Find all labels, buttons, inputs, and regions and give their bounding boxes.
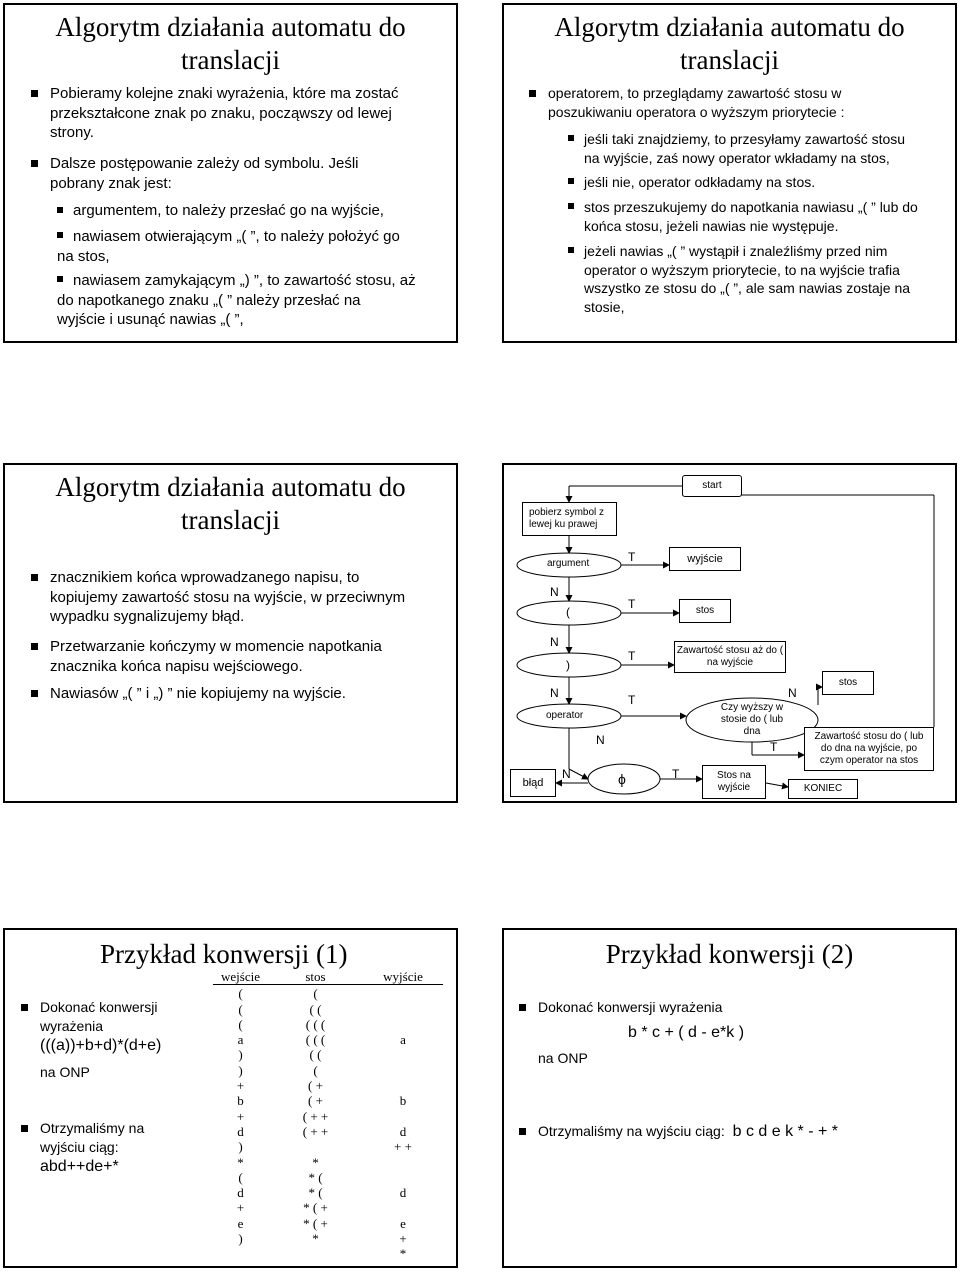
- table-cell-wejscie: +: [236, 1200, 245, 1216]
- table-cell-wejscie: (: [238, 1169, 243, 1185]
- table-cell-wejscie: (: [238, 1016, 243, 1032]
- table-cell-wejscie: b: [237, 1093, 244, 1109]
- table-cell-wejscie: *: [237, 1154, 244, 1170]
- slide-2-bullet-1: operatorem, to przeglądamy zawartość stosu w poszukiwaniu operatora o wyższym priorytecie :: [548, 84, 953, 121]
- table-cell-stos: ( + +: [302, 1108, 329, 1124]
- table-cell-wejscie: (: [238, 1001, 243, 1017]
- slide-6-bullet-1: Dokonać konwersji wyrażenia: [538, 998, 938, 1017]
- table-cell-wejscie: d: [237, 1123, 244, 1139]
- flow-phi: ϕ: [618, 771, 626, 787]
- table-cell-wejscie: e: [237, 1215, 244, 1231]
- table-cell-stos: * (: [308, 1169, 323, 1185]
- table-row: [213, 1032, 443, 1047]
- flow-start: start: [682, 475, 742, 497]
- table-cell-wejscie: d: [237, 1185, 244, 1201]
- slide-6: [502, 928, 957, 1268]
- flow-zawartosc-1: Zawartość stosu aż do ( na wyjście: [674, 641, 786, 673]
- table-row: [213, 1155, 443, 1170]
- table-cell-wyjscie: [363, 1063, 443, 1078]
- table-cell-wyjscie: *: [399, 1246, 407, 1262]
- flow-label-t6: T: [770, 740, 778, 754]
- table-cell-wyjscie: b: [399, 1093, 407, 1109]
- table-cell-wejscie: ): [238, 1139, 243, 1155]
- slide-1-sub-1: argumentem, to należy przesłać go na wyjście,: [73, 202, 453, 221]
- flow-koniec: KONIEC: [788, 779, 858, 799]
- slide-2-title: Algorytm działania automatu do translacji: [554, 12, 905, 75]
- table-cell-stos: ( (: [309, 1047, 322, 1063]
- table-row: [213, 1231, 443, 1246]
- table-cell-stos: ( ( (: [305, 1032, 326, 1048]
- slide-2-sub-1: jeśli taki znajdziemy, to przesyłamy zawartość stosu na wyjście, zaś nowy operator wkładamy na stos,: [584, 130, 954, 167]
- slide-3-title: Algorytm działania automatu do translacji: [55, 472, 406, 535]
- table-cell-stos: ( +: [308, 1078, 323, 1094]
- flow-wyjscie: wyjście: [669, 547, 741, 571]
- flow-label-n1: N: [550, 585, 559, 599]
- flow-label-n3: N: [550, 686, 559, 700]
- table-row: [213, 1124, 443, 1139]
- table-cell-wyjscie: d: [399, 1123, 407, 1139]
- slide-1-sub-2: nawiasem otwierającym „( ”, to należy położyć go na stos,: [73, 227, 453, 266]
- table-cell-stos: ( (: [309, 1001, 322, 1017]
- table-row: [213, 1047, 443, 1062]
- flow-stos-na-wyjscie: Stos na wyjście: [702, 765, 766, 799]
- table-cell-stos: ( +: [308, 1093, 323, 1109]
- table-cell-stos: ( + +: [302, 1123, 329, 1139]
- table-cell-wyjscie: [363, 1078, 443, 1093]
- table-cell-wejscie: a: [237, 1032, 244, 1048]
- conversion-table-header: wejście stos wyjście: [213, 969, 443, 985]
- slide-5-bullet-1: Dokonać konwersji wyrażenia (((a))+b+d)*(d+e) na ONP: [40, 998, 200, 1082]
- slide-4-flowchart: [502, 463, 957, 803]
- flow-stos-1: stos: [679, 599, 731, 623]
- slide-2-sub-2: jeśli nie, operator odkładamy na stos.: [584, 173, 954, 192]
- table-cell-stos: * (: [308, 1185, 323, 1201]
- table-cell-wyjscie: [363, 1109, 443, 1124]
- slide-6-bullet-2: Otrzymaliśmy na wyjściu ciąg: b c d e k * - + *: [538, 1122, 948, 1142]
- slide-1: [3, 3, 458, 343]
- table-cell-wyjscie: [363, 1017, 443, 1032]
- table-row: [213, 1200, 443, 1215]
- flow-label-n6: N: [788, 686, 797, 700]
- table-row: [213, 1093, 443, 1108]
- table-cell-stos: ( ( (: [305, 1016, 326, 1032]
- table-cell-wejscie: ): [238, 1047, 243, 1063]
- table-cell-wejscie: +: [236, 1108, 245, 1124]
- slide-3: [3, 463, 458, 803]
- table-row: [213, 1139, 443, 1154]
- table-cell-wyjscie: a: [400, 1032, 406, 1048]
- table-row: [213, 986, 443, 1001]
- slide-3-bullet-1: znacznikiem końca wprowadzanego napisu, to kopiujemy zawartość stosu na wyjście, w przeciwnym wypadku sygnalizujemy błąd.: [50, 568, 455, 627]
- slide-1-bullet-2: Dalsze postępowanie zależy od symbolu. Jeśli pobrany znak jest:: [50, 154, 450, 193]
- slide-2: [502, 3, 957, 343]
- flow-label-t1: T: [628, 550, 636, 564]
- slide-1-bullet-1: Pobieramy kolejne znaki wyrażenia, które ma zostać przekształcone znak po znaku, począwszy od lewej strony.: [50, 84, 450, 143]
- table-cell-stos: [268, 1139, 363, 1154]
- table-cell-wejscie: (: [238, 986, 243, 1002]
- table-cell-wyjscie: [363, 1200, 443, 1215]
- flow-operator-label: operator: [546, 710, 584, 721]
- flow-label-n4: N: [596, 733, 605, 747]
- slide-3-bullet-3: Nawiasów „( ” i „) ” nie kopiujemy na wyjście.: [50, 684, 455, 704]
- flow-blad: błąd: [510, 769, 556, 797]
- table-cell-wyjscie: [363, 1047, 443, 1062]
- flow-label-n2: N: [550, 635, 559, 649]
- table-row: [213, 1063, 443, 1078]
- slide-2-sub-4: jeżeli nawias „( ” wystąpił i znaleźliśmy przed nim operator o wyższym priorytecie, to na wyjście trafia wszystko ze stosu do „( ”, ale sam nawias zostaje na stosie,: [584, 242, 954, 316]
- table-cell-wejscie: ): [238, 1062, 243, 1078]
- table-cell-wyjscie: d: [399, 1185, 407, 1201]
- flow-zawartosc-2: Zawartość stosu do ( lub do dna na wyjście, po czym operator na stos: [804, 727, 934, 771]
- slide-6-onp: na ONP: [538, 1050, 588, 1066]
- flow-stos-2: stos: [822, 671, 874, 695]
- table-cell-wejscie: [213, 1246, 268, 1261]
- table-cell-stos: [268, 1246, 363, 1261]
- flow-label-n5: N: [562, 767, 571, 781]
- table-cell-wyjscie: +: [399, 1231, 407, 1247]
- slide-5-title: Przykład konwersji (1): [100, 939, 348, 969]
- flow-label-t2: T: [628, 597, 636, 611]
- table-row: [213, 1078, 443, 1093]
- flow-label-t4: T: [628, 693, 636, 707]
- table-cell-wyjscie: [363, 1002, 443, 1017]
- table-cell-wejscie: ): [238, 1231, 243, 1247]
- slide-2-sub-3: stos przeszukujemy do napotkania nawiasu „( ” lub do końca stosu, jeżeli nawias nie występuje.: [584, 198, 954, 235]
- table-cell-stos: * ( +: [303, 1200, 328, 1216]
- table-cell-wyjscie: [363, 986, 443, 1001]
- slide-1-title: Algorytm działania automatu do translacji: [55, 12, 406, 75]
- table-cell-stos: *: [312, 1154, 319, 1170]
- flow-label-t3: T: [628, 649, 636, 663]
- table-cell-wyjscie: e: [400, 1215, 406, 1231]
- slide-6-result: b c d e k * - + *: [732, 1123, 838, 1140]
- table-cell-stos: * ( +: [303, 1215, 328, 1231]
- table-row: [213, 1002, 443, 1017]
- flow-argument-label: argument: [547, 558, 590, 569]
- slide-5-bullet-2: Otrzymaliśmy na wyjściu ciąg: abd++de+*: [40, 1119, 200, 1178]
- conversion-table: [213, 969, 443, 1262]
- flow-label-t5: T: [672, 767, 680, 781]
- slide-3-bullet-2: Przetwarzanie kończymy w momencie napotkania znacznika końca napisu wejściowego.: [50, 637, 455, 676]
- table-cell-wyjscie: + +: [394, 1139, 412, 1155]
- slide-6-title: Przykład konwersji (2): [605, 939, 854, 969]
- slide-6-expr: b * c + ( d - e*k ): [628, 1024, 745, 1041]
- table-cell-wyjscie: [363, 1155, 443, 1170]
- table-row: [213, 1170, 443, 1185]
- table-cell-wejscie: +: [236, 1078, 245, 1094]
- flow-close-paren: ): [566, 658, 570, 672]
- table-row: [213, 1216, 443, 1231]
- table-row: [213, 1017, 443, 1032]
- slide-1-sub-3: nawiasem zamykającym „) ”, to zawartość stosu, aż do napotkanego znaku „( ” należy przesłać na wyjście i usunąć nawias „( ”,: [73, 271, 453, 330]
- table-row: [213, 1246, 443, 1261]
- flow-pobierz: pobierz symbol z lewej ku prawej: [522, 502, 617, 536]
- table-cell-stos: (: [313, 986, 318, 1002]
- table-row: [213, 1109, 443, 1124]
- table-cell-stos: (: [313, 1062, 318, 1078]
- table-cell-wyjscie: [363, 1170, 443, 1185]
- table-row: [213, 1185, 443, 1200]
- table-cell-stos: *: [312, 1231, 319, 1247]
- flow-czy: Czy wyższy w stosie do ( lub dna: [720, 702, 784, 737]
- flow-open-paren: (: [566, 605, 570, 619]
